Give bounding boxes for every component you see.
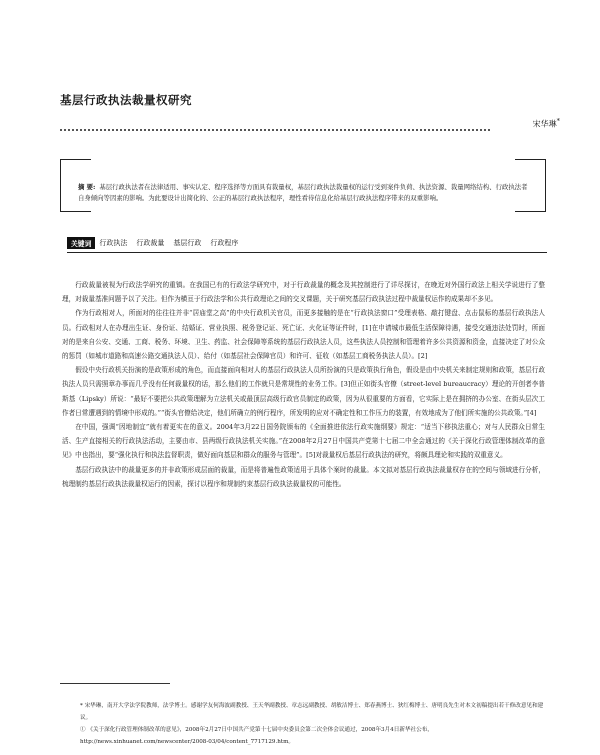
keyword: 行政程序 xyxy=(210,239,239,247)
author-footnote-mark: * xyxy=(556,117,560,125)
keyword: 基层行政 xyxy=(173,239,202,247)
body-paragraph: 行政裁量被视为行政法学研究的重镇。在我国已有的行政法学研究中，对于行政裁量的概念及其控制进行了详尽探讨，在晚近对外国行政法上相关学说进行了整理，对裁量基准问题予以了关注。但作为横亘于行政法学和公共行政理论之间的交叉课题，关于研究基层行政执法过程中裁量权运作的成果却不多见。 xyxy=(62,281,545,304)
keywords xyxy=(67,236,247,250)
keyword: 行政执法 xyxy=(99,239,128,247)
body-paragraph: 作为行政相对人，所面对的往往往并非“居庙堂之高”的中央行政机关官员，而更多接触的是在“行政执法窗口”受理表格、敲打键盘、点击鼠标的基层行政执法人员。行政相对人在办理出生证、身份证、结婚证、营业执照、税务登记证、死亡证、火化证等证件时，[1]在申请城市最低生活保障待遇，接受交通违法处罚时，所面对的是来自公安、交通、工商、税务、环境、卫生、药监、社会保障等系统的基层行政执法人员，这些执法人员控制和管理着许多公共资源和资金，直接决定了对公众的惩罚（如城市道路和高速公路交通执法人员）、给付（如基层社会保障官员）和许可、征收（如基层工商税务执法人员）。[2] xyxy=(62,309,545,361)
abstract-frame-corner xyxy=(515,159,545,160)
author-name-text: 宋华琳 xyxy=(532,119,557,129)
body-paragraph: 假设中央行政机关扮演的是政策形成的角色，而直接面向相对人的基层行政执法人员所扮演的只是政策执行角色，假设是由中央机关来制定规则和政策，基层行政执法人员只需照章办事而几乎没有任何裁量权的话，那么他们的工作就只是常规性的业务工作。[3]但正如街头官僚（street-level bureaucracy）理论的开创者李普斯基（Lipsky）所说：“最好不要把公共政策理解为立法机关或最顶层高级行政官员制定的政策，因为从很重要的方面看，它实际上是在拥挤的办公室、在街头层次工作者日常遭遇到的情境中形成的。”“街头官僚给决定，他们所确立的例行程序，所发明的应对不确定性和工作压力的装置，有效地成为了他们所实施的公共政策。”[4] xyxy=(62,366,545,417)
footnotes xyxy=(80,700,550,748)
abstract-text: 基层行政执法者在法律适用、事实认定、程序选择等方面具有裁量权，基层行政执法裁量权的运行受到案件负荷、执法资源、裁量网络结构、行政执法者自身倾向等因素的影响。为此要设计出简化的、公正的基层行政执法程序，理性看待信息化给基层行政执法程序带来的双重影响。 xyxy=(78,183,528,202)
keyword: 行政裁量 xyxy=(136,239,165,247)
abstract-frame-corner xyxy=(515,211,545,212)
keywords-rule xyxy=(67,252,547,253)
author-name xyxy=(533,117,560,130)
abstract-label: 摘 要: xyxy=(78,183,96,191)
body-text xyxy=(62,278,545,491)
body-paragraph: 在中国，强调“因地制宜”就有着更实在的意义。2004年3月22日国务院颁布的《全面推进依法行政实施纲要》规定：“适当下移执法重心；对与人民群众日常生活、生产直接相关的行政执法活动，主要由市、县两级行政执法机关实施。”在2008年2月27日中国共产党第十七届二中全会通过的《关于深化行政管理体制改革的意见》中也指出，要“强化执行和执法监督职责，做好面向基层和群众的服务与管理”。[5]对裁量权后基层行政执法的研究，将颇具理论和实践的双重意义。 xyxy=(62,423,545,460)
footnote: * 宋华琳，南开大学法学院教师，法学博士。感谢学友何海波副教授、王天华副教授、章志远副教授、胡敏洁博士、郑春燕博士、狄红梅博士、唐明良先生对本文初稿提出若干修改意见和建议。 xyxy=(80,703,544,721)
footnote-rule xyxy=(60,683,170,684)
dotted-leader xyxy=(60,119,490,131)
footnote: ① 《关于深化行政管理体制改革的意见》，2008年2月27日中国共产党第十七届中央委员会第二次全体会议通过，2008年3月4日新华社公布，http://news.xinhuanet.com/newscenter/2008-03/04/content_7717129.htm。 xyxy=(80,727,433,745)
author-line xyxy=(60,119,560,131)
keywords-label: 关键词 xyxy=(67,237,95,249)
abstract xyxy=(78,182,533,204)
article-title: 基层行政执法裁量权研究 xyxy=(60,93,192,107)
body-paragraph: 基层行政执法中的裁量更多的并非政策形成层面的裁量，而是将普遍性政策适用于具体个案时的裁量。本文拟对基层行政执法裁量权存在的空间与领域进行分析，梳理制约基层行政执法裁量权运行的因素，探讨以程序和规制约束基层行政执法裁量权的可能性。 xyxy=(62,465,545,488)
